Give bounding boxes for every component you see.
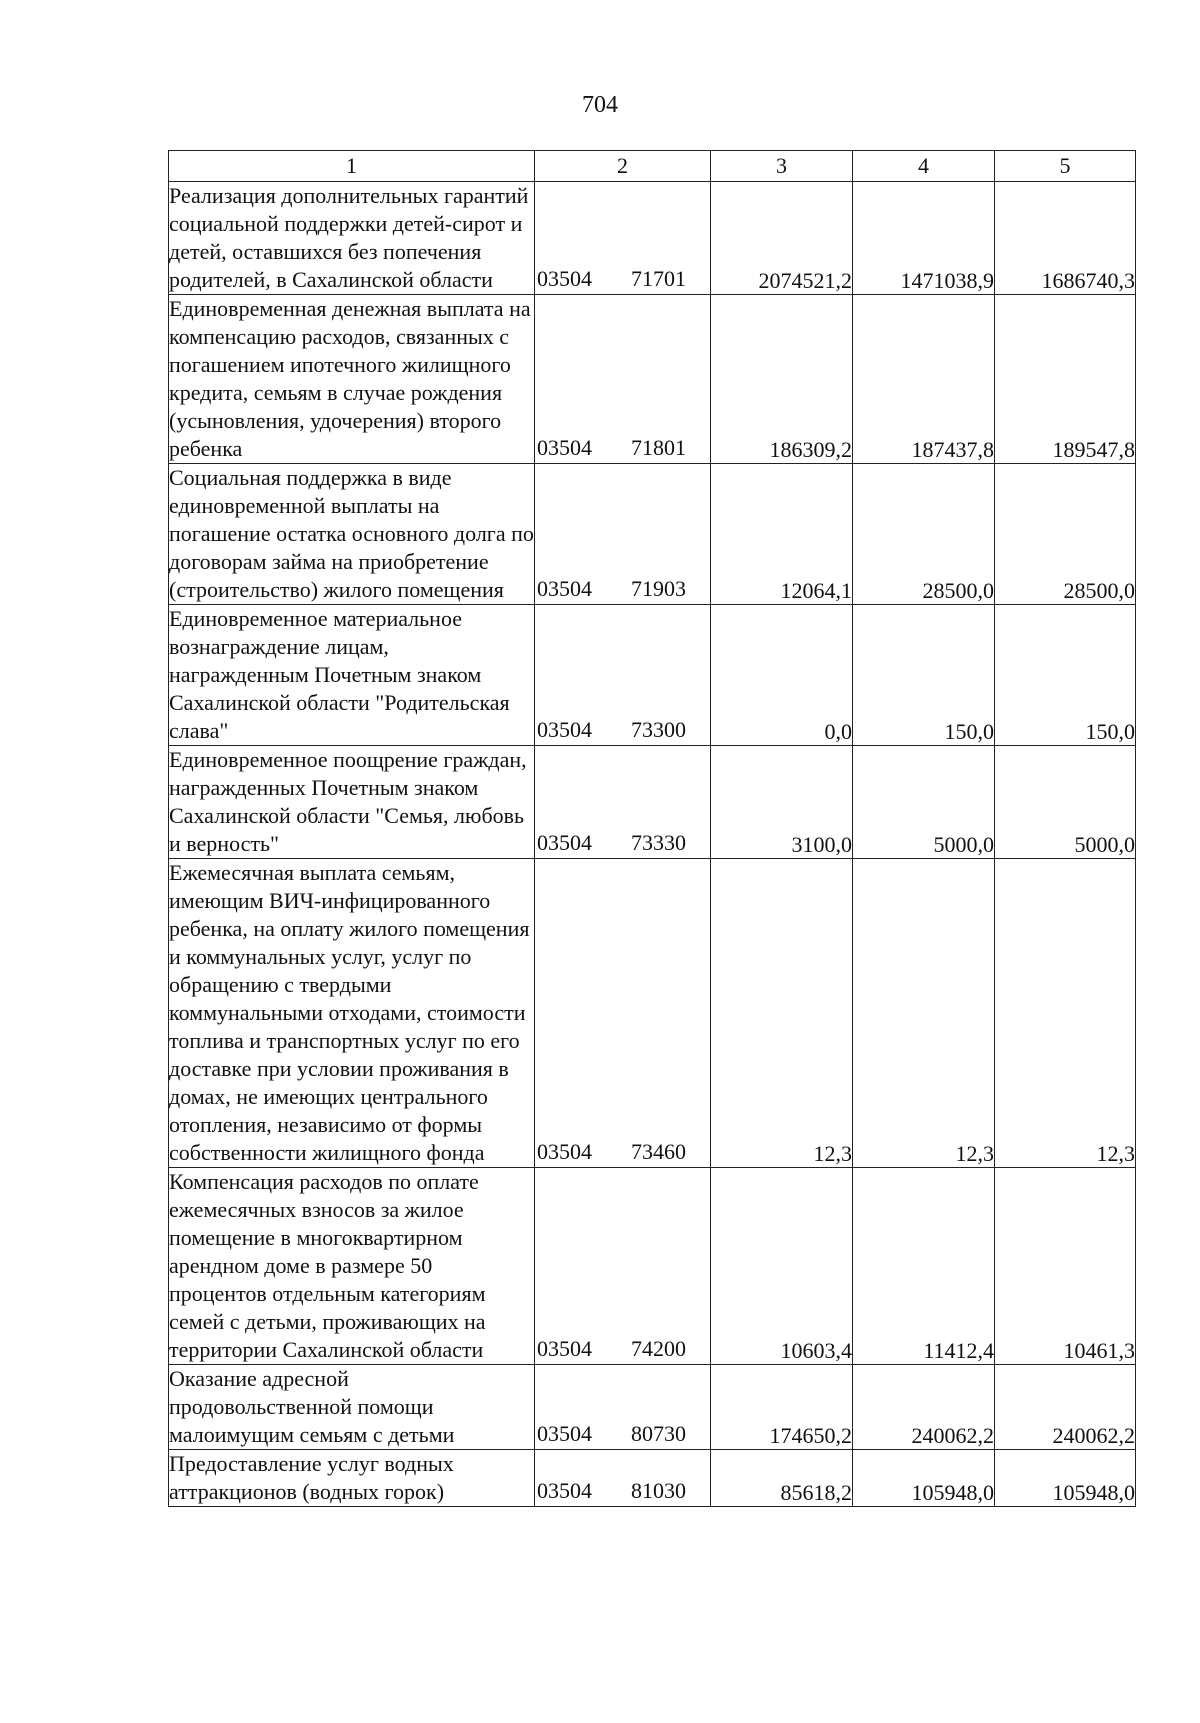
row-code (535, 295, 711, 464)
value-col-5: 28500,0 (995, 464, 1136, 605)
table-row (169, 859, 1136, 1168)
target-code: 71903 (631, 576, 686, 601)
value-col-3: 0,0 (711, 605, 853, 746)
value-col-3: 12064,1 (711, 464, 853, 605)
value-col-4: 28500,0 (853, 464, 995, 605)
row-code (535, 464, 711, 605)
row-name: Единовременная денежная выплата на компенсацию расходов, связанных с погашением ипотечного жилищного кредита, семьям в случае рождения (усыновления, удочерения) второго ребенка (169, 295, 535, 464)
value-col-3: 2074521,2 (711, 182, 853, 295)
section-code: 03504 (537, 435, 592, 460)
section-code: 03504 (537, 830, 592, 855)
table-row (169, 1168, 1136, 1365)
row-code (535, 1450, 711, 1507)
value-col-4: 150,0 (853, 605, 995, 746)
header-col-3: 3 (711, 151, 853, 182)
row-code (535, 859, 711, 1168)
value-col-5: 1686740,3 (995, 182, 1136, 295)
value-col-4: 1471038,9 (853, 182, 995, 295)
header-col-4: 4 (853, 151, 995, 182)
target-code: 81030 (631, 1478, 686, 1503)
value-col-3: 12,3 (711, 859, 853, 1168)
table-row (169, 605, 1136, 746)
value-col-5: 10461,3 (995, 1168, 1136, 1365)
target-code: 73300 (631, 717, 686, 742)
value-col-3: 3100,0 (711, 746, 853, 859)
value-col-4: 240062,2 (853, 1365, 995, 1450)
value-col-3: 186309,2 (711, 295, 853, 464)
table-row (169, 464, 1136, 605)
target-code: 71701 (631, 266, 686, 291)
value-col-4: 5000,0 (853, 746, 995, 859)
row-name: Предоставление услуг водных аттракционов (водных горок) (169, 1450, 535, 1507)
section-code: 03504 (537, 717, 592, 742)
target-code: 73460 (631, 1139, 686, 1164)
value-col-4: 187437,8 (853, 295, 995, 464)
value-col-5: 240062,2 (995, 1365, 1136, 1450)
section-code: 03504 (537, 1421, 592, 1446)
table-row (169, 746, 1136, 859)
row-name: Социальная поддержка в виде единовременной выплаты на погашение остатка основного долга по договорам займа на приобретение (строительство) жилого помещения (169, 464, 535, 605)
value-col-4: 105948,0 (853, 1450, 995, 1507)
section-code: 03504 (537, 576, 592, 601)
value-col-5: 105948,0 (995, 1450, 1136, 1507)
row-code (535, 1365, 711, 1450)
header-col-5: 5 (995, 151, 1136, 182)
section-code: 03504 (537, 1478, 592, 1503)
value-col-3: 85618,2 (711, 1450, 853, 1507)
value-col-4: 11412,4 (853, 1168, 995, 1365)
row-code (535, 605, 711, 746)
budget-table (168, 150, 1136, 1507)
row-code (535, 746, 711, 859)
header-col-2: 2 (535, 151, 711, 182)
table-row (169, 295, 1136, 464)
row-name: Единовременное материальное вознаграждение лицам, награжденным Почетным знаком Сахалинской области "Родительская слава" (169, 605, 535, 746)
target-code: 80730 (631, 1421, 686, 1446)
value-col-5: 189547,8 (995, 295, 1136, 464)
value-col-5: 150,0 (995, 605, 1136, 746)
section-code: 03504 (537, 1139, 592, 1164)
target-code: 74200 (631, 1336, 686, 1361)
header-col-1: 1 (169, 151, 535, 182)
table-row (169, 1450, 1136, 1507)
section-code: 03504 (537, 266, 592, 291)
page-number: 704 (582, 92, 618, 118)
value-col-3: 174650,2 (711, 1365, 853, 1450)
header-row (169, 151, 1136, 182)
row-name: Ежемесячная выплата семьям, имеющим ВИЧ-инфицированного ребенка, на оплату жилого помещения и коммунальных услуг, услуг по обращению с твердыми коммунальными отходами, стоимости топлива и транспортных услуг по его доставке при условии проживания в домах, не имеющих центрального отопления, независимо от формы собственности жилищного фонда (169, 859, 535, 1168)
row-name: Единовременное поощрение граждан, награжденных Почетным знаком Сахалинской области "Семья, любовь и верность" (169, 746, 535, 859)
target-code: 71801 (631, 435, 686, 460)
value-col-3: 10603,4 (711, 1168, 853, 1365)
row-name: Компенсация расходов по оплате ежемесячных взносов за жилое помещение в многоквартирном арендном доме в размере 50 процентов отдельным категориям семей с детьми, проживающих на территории Сахалинской области (169, 1168, 535, 1365)
target-code: 73330 (631, 830, 686, 855)
table-row (169, 1365, 1136, 1450)
value-col-5: 5000,0 (995, 746, 1136, 859)
value-col-5: 12,3 (995, 859, 1136, 1168)
section-code: 03504 (537, 1336, 592, 1361)
row-name: Оказание адресной продовольственной помощи малоимущим семьям с детьми (169, 1365, 535, 1450)
row-code (535, 182, 711, 295)
table-row (169, 182, 1136, 295)
row-code (535, 1168, 711, 1365)
value-col-4: 12,3 (853, 859, 995, 1168)
row-name: Реализация дополнительных гарантий социальной поддержки детей-сирот и детей, оставшихся без попечения родителей, в Сахалинской области (169, 182, 535, 295)
